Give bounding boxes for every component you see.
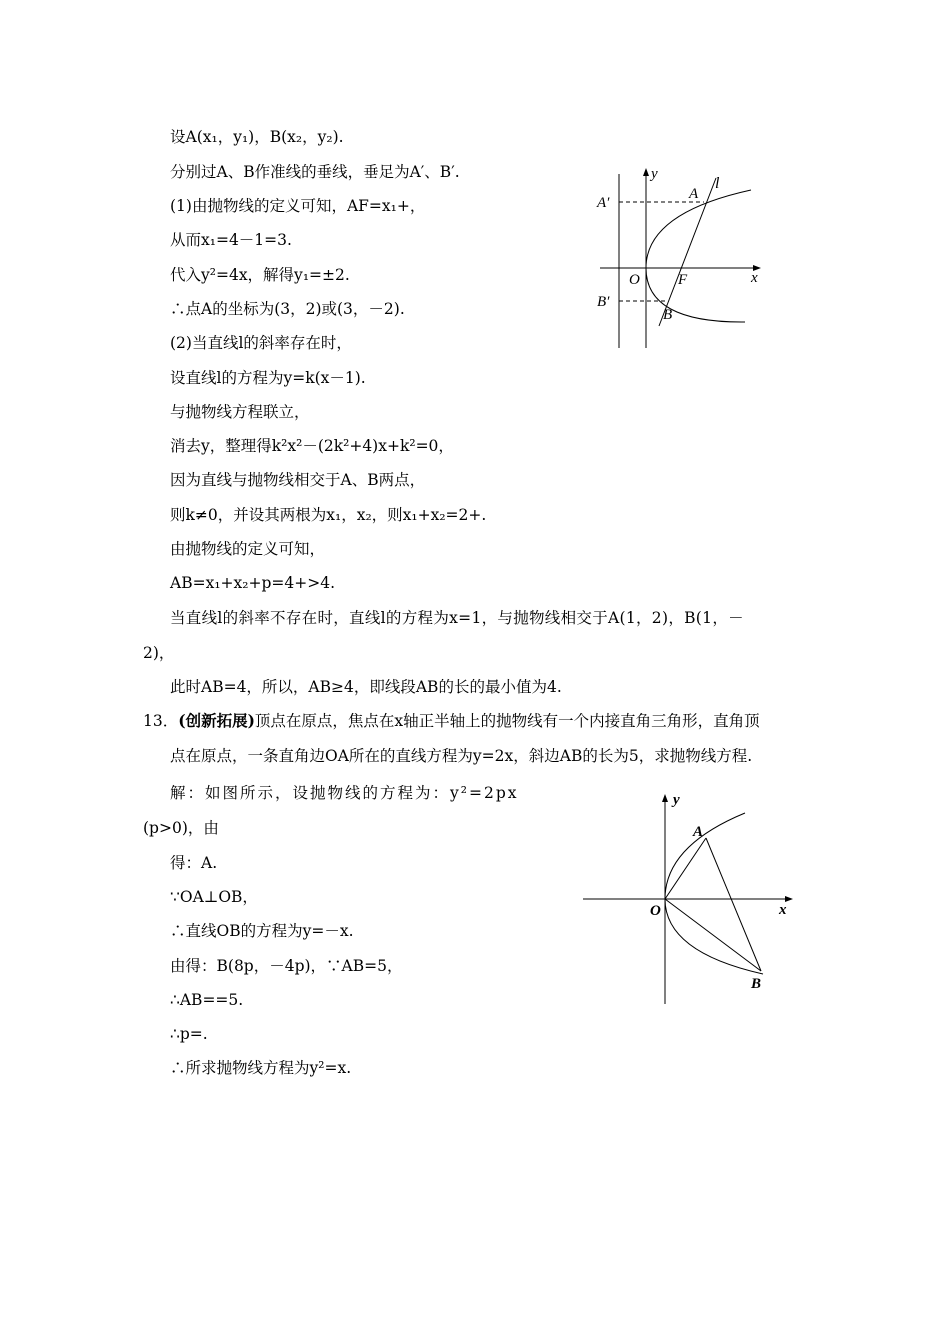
text-line: 2)， bbox=[143, 644, 175, 662]
parabola-focal-chord-figure bbox=[585, 160, 785, 355]
label-a: A bbox=[689, 186, 699, 202]
text-line: 分别过A、B作准线的垂线，垂足为A′、B′. bbox=[170, 163, 460, 181]
label-o: O bbox=[650, 903, 661, 919]
label-y: y bbox=[673, 792, 680, 808]
parabola-curve bbox=[665, 813, 763, 974]
side-oa bbox=[665, 838, 706, 899]
text-line: ∴AB==5. bbox=[170, 991, 244, 1009]
problem-text: 顶点在原点，焦点在x轴正半轴上的抛物线有一个内接直角三角形，直角顶 bbox=[254, 712, 760, 730]
text-line: ∴所求抛物线方程为y²=x. bbox=[170, 1059, 352, 1077]
problem-tag: (创新拓展) bbox=[178, 711, 255, 730]
label-x: x bbox=[779, 902, 787, 918]
text-line: (1)由抛物线的定义可知，AF=x₁+， bbox=[170, 197, 426, 215]
text-line: (p>0)，由 bbox=[143, 819, 219, 837]
label-b: B bbox=[663, 307, 673, 323]
text-line: ∴p=. bbox=[170, 1025, 208, 1043]
text-line: 与抛物线方程联立， bbox=[170, 403, 310, 421]
text-line: 则k≠0，并设其两根为x₁，x₂，则x₁+x₂=2+. bbox=[170, 506, 487, 524]
problem-statement bbox=[143, 711, 760, 731]
text-line: 从而x₁=4－1=3. bbox=[170, 231, 292, 249]
text-line: AB=x₁+x₂+p=4+>4. bbox=[170, 574, 335, 592]
text-line: ∴点A的坐标为(3，2)或(3，－2). bbox=[170, 300, 405, 318]
text-line: (2)当直线l的斜率存在时， bbox=[170, 334, 352, 352]
text-line: 由得：B(8p，－4p)，∵AB=5， bbox=[170, 957, 403, 975]
label-a: A bbox=[693, 824, 704, 840]
y-axis-arrow bbox=[662, 794, 668, 802]
text-line: 消去y，整理得k²x²－(2k²+4)x+k²=0， bbox=[170, 437, 454, 455]
label-x: x bbox=[751, 270, 758, 286]
label-f: F bbox=[678, 272, 688, 288]
text-line: 代入y²=4x，解得y₁=±2. bbox=[170, 266, 350, 284]
parabola-curve bbox=[646, 190, 751, 322]
text-line: 因为直线与抛物线相交于A、B两点， bbox=[170, 471, 426, 489]
problem-number: 13． bbox=[143, 712, 179, 730]
inscribed-right-triangle-figure bbox=[575, 788, 800, 1010]
label-o: O bbox=[629, 272, 640, 288]
label-y: y bbox=[651, 166, 658, 182]
text-line: 设A(x₁，y₁)，B(x₂，y₂). bbox=[170, 128, 344, 146]
label-l: l bbox=[715, 175, 720, 192]
label-b: B bbox=[751, 976, 762, 992]
label-b-prime: B′ bbox=[597, 294, 610, 310]
chord-line-l bbox=[659, 178, 716, 326]
text-line: ∵OA⊥OB， bbox=[170, 888, 258, 906]
text-line: 此时AB=4，所以，AB≥4，即线段AB的长的最小值为4. bbox=[170, 678, 562, 696]
text-line: 由抛物线的定义可知， bbox=[170, 540, 326, 558]
y-axis-arrow bbox=[643, 168, 649, 176]
text-line: 得：A. bbox=[170, 854, 218, 872]
label-a-prime: A′ bbox=[597, 195, 610, 211]
text-line: ∴直线OB的方程为y=－x. bbox=[170, 922, 354, 940]
problem-statement-cont: 点在原点，一条直角边OA所在的直线方程为y=2x，斜边AB的长为5，求抛物线方程. bbox=[170, 747, 753, 765]
text-line: 设直线l的方程为y=k(x－1). bbox=[170, 369, 366, 387]
text-line: 当直线l的斜率不存在时，直线l的方程为x=1，与抛物线相交于A(1，2)，B(1，－ bbox=[170, 609, 744, 627]
text-line: 解：如图所示，设抛物线的方程为：y²=2px bbox=[170, 784, 519, 802]
hypotenuse-ab bbox=[706, 838, 761, 971]
